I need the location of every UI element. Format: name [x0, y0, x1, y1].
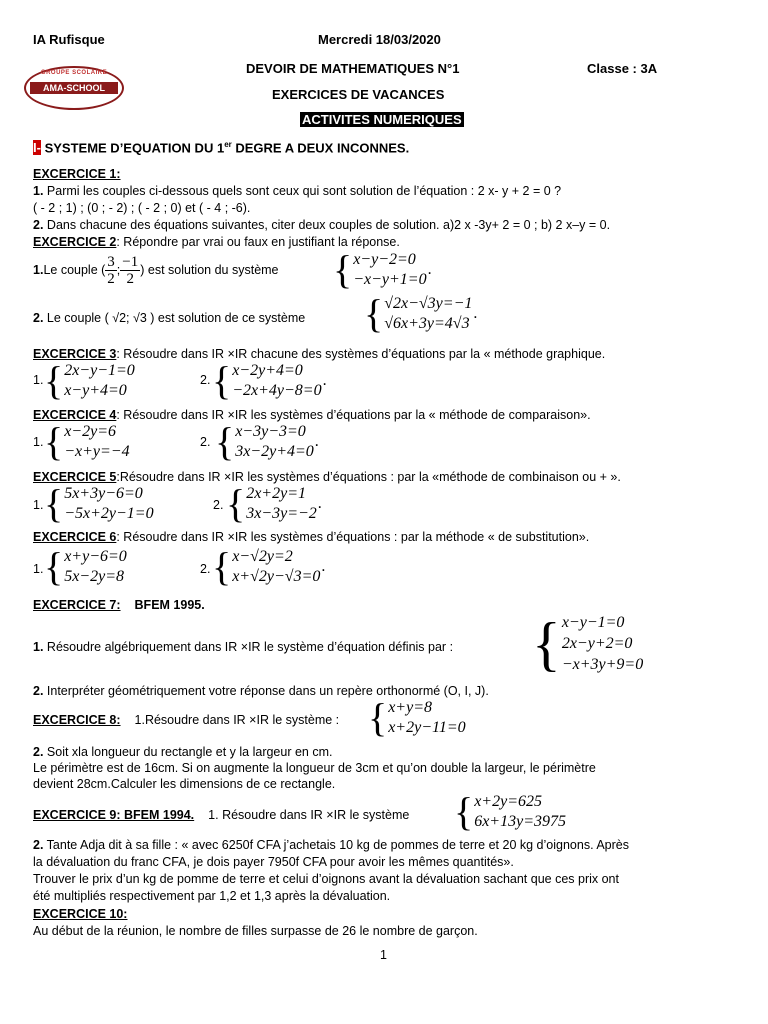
ex5-item1-num: 1.: [33, 498, 44, 512]
ex8-question2: 2. Soit xla longueur du rectangle et y la largeur en cm.: [33, 745, 333, 759]
ia-label: IA Rufisque: [33, 32, 105, 47]
ex2-system2: { √2x−√3y=−1 √6x+3y=4√3 .: [364, 291, 478, 336]
ex2-system1: { x−y−2=0 −x−y+1=0 .: [333, 247, 432, 292]
ex3-item1-num: 1.: [33, 373, 44, 387]
ex7-question1: 1. Résoudre algébriquement dans IR ×IR le système d’équation définis par :: [33, 640, 454, 654]
ex7-system: { x−y−1=0 2x−y+2=0 −x+3y+9=0: [532, 610, 644, 677]
ex2-heading: EXCERCICE 2: Répondre par vrai ou faux en justifiant la réponse.: [33, 235, 400, 249]
logo-mid-text: AMA-SCHOOL: [30, 82, 118, 94]
ex4-system2: { x−3y−3=0 3x−2y+4=0 .: [215, 419, 319, 464]
ex8-heading: EXCERCICE 8: 1.Résoudre dans IR ×IR le système :: [33, 713, 340, 727]
classe-label: Classe : 3A: [587, 61, 658, 76]
ex9-heading: EXCERCICE 9: BFEM 1994. 1. Résoudre dans IR ×IR le système: [33, 808, 410, 822]
activites-title: ACTIVITES NUMERIQUES: [302, 112, 462, 127]
ex1-title: EXCERCICE 1:: [33, 167, 121, 181]
ex9-line4: Trouver le prix d’un kg de pomme de terre et celui d’oignons avant la dévaluation sachant que ces prix ont: [33, 872, 619, 886]
ex9-question2: 2. Tante Adja dit à sa fille : « avec 6250f CFA j’achetais 10 kg de pommes de terre et 20 kg d’oignons. Après: [33, 838, 629, 852]
ex1-question2: 2. Dans chacune des équations suivantes, citer deux couples de solution. a)2 x -3y+ 2 = 0 ; b) 2 x–y = 0.: [33, 218, 611, 232]
vacances-title: EXERCICES DE VACANCES: [272, 87, 445, 102]
ex6-item1-num: 1.: [33, 562, 44, 576]
ex7-question2: 2. Interpréter géométriquement votre réponse dans un repère orthonormé (O, I, J).: [33, 684, 489, 698]
ex8-system: { x+y=8 x+2y−11=0: [368, 695, 466, 740]
page-number: 1: [380, 948, 387, 962]
logo-top-text: GROUPE SCOLAIRE: [40, 70, 108, 76]
date-label: Mercredi 18/03/2020: [318, 32, 441, 47]
ex5-heading: EXCERCICE 5:Résoudre dans IR ×IR les systèmes d’équations : par la «méthode de combinaison ou + ».: [33, 470, 621, 484]
ex6-heading: EXCERCICE 6: Résoudre dans IR ×IR les systèmes d’équations : par la méthode « de substitution».: [33, 530, 590, 544]
devoir-title: DEVOIR DE MATHEMATIQUES N°1: [246, 61, 460, 76]
ex4-heading: EXCERCICE 4: Résoudre dans IR ×IR les systèmes d’équations par la « méthode de comparaison».: [33, 408, 591, 422]
ex6-system2: { x−√2y=2 x+√2y−√3=0 .: [212, 544, 326, 589]
ex4-item2-num: 2.: [200, 435, 211, 449]
ex6-system1: { x+y−6=0 5x−2y=8: [44, 544, 127, 589]
fraction-3-2: $\frac{3}{2}$: [107, 253, 115, 287]
ex3-heading: EXCERCICE 3: Résoudre dans IR ×IR chacune des systèmes d’équations par la « méthode graphique.: [33, 347, 606, 361]
ex8-line3: Le périmètre est de 16cm. Si on augmente la longueur de 3cm et qu’on double la largeur, le périmètre: [33, 761, 596, 775]
ex2-question1: 1. Le couple ( $\frac{3}{2}$ ; $\frac{-1}{2}$ ) est solution du système: [33, 253, 279, 287]
ex5-system1: { 5x+3y−6=0 −5x+2y−1=0: [44, 481, 154, 526]
ex2-question2: 2. Le couple ( √2; √3 ) est solution de ce système: [33, 311, 306, 325]
ex10-title: EXCERCICE 10:: [33, 907, 128, 921]
ex7-heading: EXCERCICE 7: BFEM 1995.: [33, 598, 205, 612]
ex5-item2-num: 2.: [213, 498, 224, 512]
ex3-item2-num: 2.: [200, 373, 211, 387]
ex9-line5: été multipliés respectivement par 1,2 et 1,3 après la dévaluation.: [33, 889, 391, 903]
section-title: I- SYSTEME D’EQUATION DU 1er DEGRE A DEUX INCONNES.: [33, 140, 410, 156]
ex8-line4: devient 28cm.Calculer les dimensions de ce rectangle.: [33, 777, 336, 791]
ex4-item1-num: 1.: [33, 435, 44, 449]
ex9-system: { x+2y=625 6x+13y=3975: [454, 789, 566, 834]
ex3-system2: { x−2y+4=0 −2x+4y−8=0 .: [212, 358, 327, 403]
ex6-item2-num: 2.: [200, 562, 211, 576]
ex5-system2: { 2x+2y=1 3x−3y=−2 .: [226, 481, 322, 526]
ex4-system1: { x−2y=6 −x+y=−4: [44, 419, 130, 464]
ex10-text: Au début de la réunion, le nombre de filles surpasse de 26 le nombre de garçon.: [33, 924, 478, 938]
school-logo: [24, 66, 124, 110]
fraction-minus1-2: $\frac{-1}{2}$: [122, 253, 139, 287]
ex3-system1: { 2x−y−1=0 x−y+4=0: [44, 358, 135, 403]
ex1-couples: ( - 2 ; 1) ; (0 ; - 2) ; ( - 2 ; 0) et ( - 4 ; -6).: [33, 201, 251, 215]
ex1-question1: 1. Parmi les couples ci-dessous quels sont ceux qui sont solution de l’équation : 2 x- y + 2 = 0 ?: [33, 184, 562, 198]
ex9-line3: la dévaluation du franc CFA, je dois payer 7950f CFA pour avoir les mêmes quantités».: [33, 855, 514, 869]
